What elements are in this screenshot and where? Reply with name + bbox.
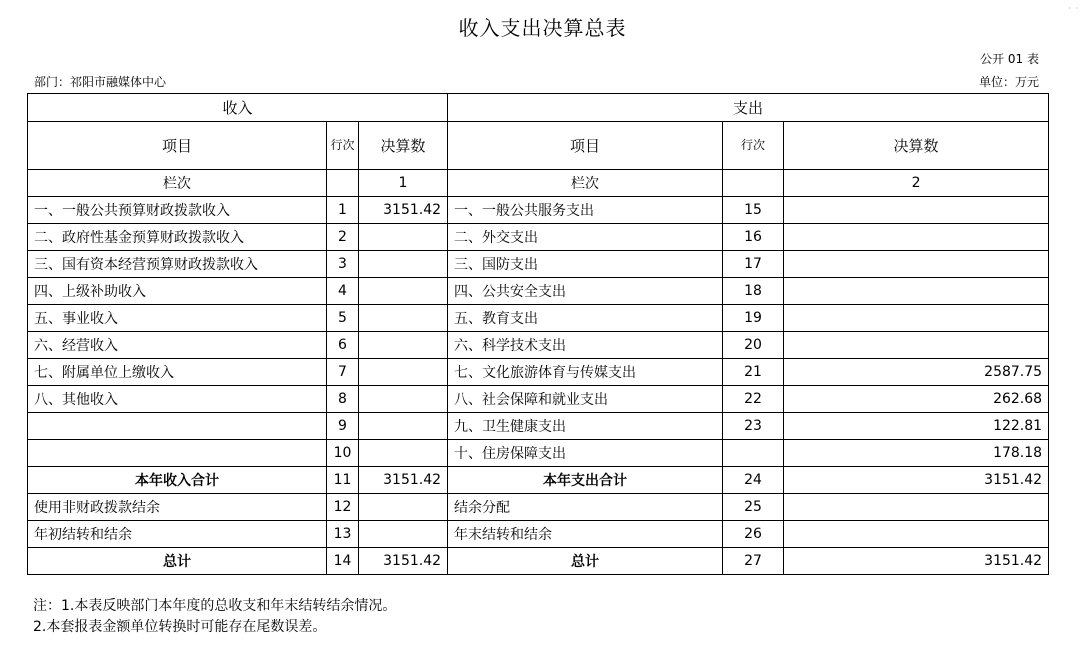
unit-label: 单位：万元 xyxy=(978,75,1039,89)
expense-item-cell: 八、社会保障和就业支出 xyxy=(448,386,723,413)
expense-item-cell: 结余分配 xyxy=(448,494,723,521)
expense-amount-cell: 3151.42 xyxy=(784,548,1049,575)
footnote-2: 2.本套报表金额单位转换时可能存在尾数误差。 xyxy=(33,619,327,635)
income-item-cell: 年初结转和结余 xyxy=(28,521,327,548)
table-row xyxy=(28,521,1049,548)
expense-section-header: 支出 xyxy=(448,94,1049,122)
expense-item-cell: 总计 xyxy=(448,548,723,575)
expense-row-no-cell: 20 xyxy=(723,332,784,359)
income-item-cell: 本年收入合计 xyxy=(28,467,327,494)
income-amount-cell xyxy=(359,332,448,359)
expense-lanci-number: 2 xyxy=(784,170,1049,197)
expense-row-no-cell: 25 xyxy=(723,494,784,521)
income-row-no-cell: 1 xyxy=(327,197,359,224)
income-row-no-cell: 4 xyxy=(327,278,359,305)
expense-lanci-label: 栏次 xyxy=(448,170,723,197)
expense-item-cell: 年末结转和结余 xyxy=(448,521,723,548)
income-row-no-cell: 2 xyxy=(327,224,359,251)
page-title: 收入支出决算总表 xyxy=(458,16,627,40)
table-row xyxy=(28,440,1049,467)
expense-row-no-cell: 26 xyxy=(723,521,784,548)
income-lanci-label: 栏次 xyxy=(28,170,327,197)
expense-row-no-cell: 23 xyxy=(723,413,784,440)
expense-amount-cell: 178.18 xyxy=(784,440,1049,467)
income-item-cell xyxy=(28,413,327,440)
expense-item-cell: 三、国防支出 xyxy=(448,251,723,278)
income-item-cell: 六、经营收入 xyxy=(28,332,327,359)
table-row xyxy=(28,386,1049,413)
income-amount-cell xyxy=(359,359,448,386)
income-amount-cell xyxy=(359,494,448,521)
income-row-no-cell: 14 xyxy=(327,548,359,575)
expense-lanci-empty xyxy=(723,170,784,197)
expense-row-no-cell: 19 xyxy=(723,305,784,332)
expense-amount-cell xyxy=(784,305,1049,332)
income-lanci-empty xyxy=(327,170,359,197)
income-row-no-cell: 6 xyxy=(327,332,359,359)
expense-item-cell: 二、外交支出 xyxy=(448,224,723,251)
income-amount-cell xyxy=(359,278,448,305)
income-amount-cell xyxy=(359,224,448,251)
expense-amount-cell xyxy=(784,197,1049,224)
column-header-row xyxy=(28,122,1049,170)
footnote-1: 注：1.本表反映部门本年度的总收支和年末结转结余情况。 xyxy=(33,598,397,614)
expense-item-cell: 四、公共安全支出 xyxy=(448,278,723,305)
table-body xyxy=(28,197,1049,575)
table-row xyxy=(28,278,1049,305)
expense-item-cell: 本年支出合计 xyxy=(448,467,723,494)
income-amount-cell xyxy=(359,386,448,413)
section-header-row xyxy=(28,94,1049,122)
table-row xyxy=(28,413,1049,440)
table-row xyxy=(28,494,1049,521)
income-item-cell: 总计 xyxy=(28,548,327,575)
expense-item-cell: 七、文化旅游体育与传媒支出 xyxy=(448,359,723,386)
income-amount-cell: 3151.42 xyxy=(359,467,448,494)
income-item-cell: 使用非财政拨款结余 xyxy=(28,494,327,521)
income-amount-cell: 3151.42 xyxy=(359,548,448,575)
income-row-no-cell: 9 xyxy=(327,413,359,440)
income-item-cell: 八、其他收入 xyxy=(28,386,327,413)
table-row xyxy=(28,359,1049,386)
income-expense-table xyxy=(27,93,1049,575)
income-lanci-number: 1 xyxy=(359,170,448,197)
table-row xyxy=(28,332,1049,359)
income-row-no-header: 行次 xyxy=(327,122,359,170)
income-item-cell: 七、附属单位上缴收入 xyxy=(28,359,327,386)
expense-amount-cell xyxy=(784,494,1049,521)
income-row-no-cell: 13 xyxy=(327,521,359,548)
table-row xyxy=(28,548,1049,575)
footnotes xyxy=(33,596,396,638)
expense-row-no-cell: 16 xyxy=(723,224,784,251)
income-row-no-cell: 11 xyxy=(327,467,359,494)
income-item-cell: 三、国有资本经营预算财政拨款收入 xyxy=(28,251,327,278)
income-row-no-cell: 5 xyxy=(327,305,359,332)
table-row xyxy=(28,251,1049,278)
expense-row-no-cell: 22 xyxy=(723,386,784,413)
expense-row-no-cell: 21 xyxy=(723,359,784,386)
expense-item-header: 项目 xyxy=(448,122,723,170)
expense-row-no-cell: 24 xyxy=(723,467,784,494)
expense-row-no-cell: 18 xyxy=(723,278,784,305)
income-amount-cell xyxy=(359,440,448,467)
table-row xyxy=(28,467,1049,494)
income-item-cell: 五、事业收入 xyxy=(28,305,327,332)
income-row-no-cell: 10 xyxy=(327,440,359,467)
expense-row-no-cell: 15 xyxy=(723,197,784,224)
expense-amount-cell xyxy=(784,332,1049,359)
expense-item-cell: 一、一般公共服务支出 xyxy=(448,197,723,224)
income-item-cell xyxy=(28,440,327,467)
income-item-cell: 四、上级补助收入 xyxy=(28,278,327,305)
income-amount-header: 决算数 xyxy=(359,122,448,170)
department-label: 部门：祁阳市融媒体中心 xyxy=(34,75,167,89)
expense-item-cell: 五、教育支出 xyxy=(448,305,723,332)
expense-item-cell: 六、科学技术支出 xyxy=(448,332,723,359)
expense-amount-cell xyxy=(784,521,1049,548)
expense-row-no-cell xyxy=(723,440,784,467)
income-amount-cell xyxy=(359,521,448,548)
income-amount-cell xyxy=(359,251,448,278)
page-corner-mark: · · xyxy=(1068,4,1079,13)
expense-amount-cell xyxy=(784,224,1049,251)
income-section-header: 收入 xyxy=(28,94,448,122)
expense-row-no-header: 行次 xyxy=(723,122,784,170)
expense-amount-cell: 122.81 xyxy=(784,413,1049,440)
expense-row-no-cell: 17 xyxy=(723,251,784,278)
income-amount-cell xyxy=(359,413,448,440)
expense-item-cell: 九、卫生健康支出 xyxy=(448,413,723,440)
expense-row-no-cell: 27 xyxy=(723,548,784,575)
income-row-no-cell: 3 xyxy=(327,251,359,278)
form-code: 公开 01 表 xyxy=(980,52,1039,66)
expense-amount-header: 决算数 xyxy=(784,122,1049,170)
income-row-no-cell: 7 xyxy=(327,359,359,386)
income-amount-cell: 3151.42 xyxy=(359,197,448,224)
expense-amount-cell xyxy=(784,251,1049,278)
lanci-row xyxy=(28,170,1049,197)
income-item-cell: 一、一般公共预算财政拨款收入 xyxy=(28,197,327,224)
income-row-no-cell: 12 xyxy=(327,494,359,521)
expense-amount-cell: 262.68 xyxy=(784,386,1049,413)
income-item-header: 项目 xyxy=(28,122,327,170)
table-row xyxy=(28,197,1049,224)
table-row xyxy=(28,305,1049,332)
expense-amount-cell xyxy=(784,278,1049,305)
income-row-no-cell: 8 xyxy=(327,386,359,413)
income-amount-cell xyxy=(359,305,448,332)
table-row xyxy=(28,224,1049,251)
expense-amount-cell: 3151.42 xyxy=(784,467,1049,494)
expense-amount-cell: 2587.75 xyxy=(784,359,1049,386)
income-item-cell: 二、政府性基金预算财政拨款收入 xyxy=(28,224,327,251)
expense-item-cell: 十、住房保障支出 xyxy=(448,440,723,467)
